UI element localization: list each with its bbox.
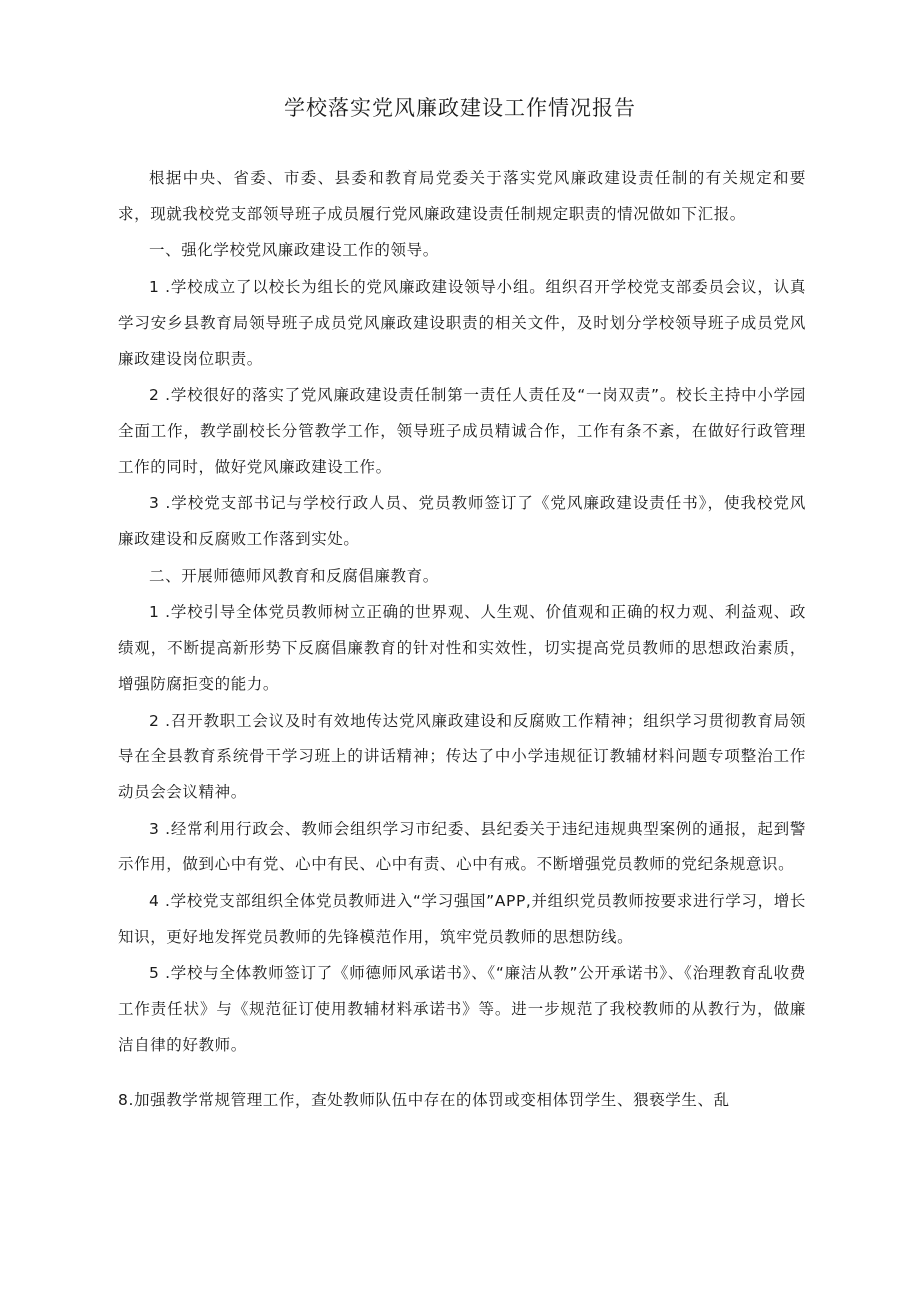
section-2-item-8: 8.加强教学常规管理工作，查处教师队伍中存在的体罚或变相体罚学生、猥亵学生、乱 <box>118 1090 730 1109</box>
intro-paragraph: 根据中央、省委、市委、县委和教育局党委关于落实党风廉政建设责任制的有关规定和要求，现就我校党支部领导班子成员履行党风廉政建设责任制规定职责的情况做如下汇报。 <box>118 169 806 223</box>
section-2-item-5: 5 .学校与全体教师签订了《师德师风承诺书》、《“廉洁从教”公开承诺书》、《治理教育乱收费工作责任状》与《规范征订使用教辅材料承诺书》等。进一步规范了我校教师的从教行为，做廉洁自律的好教师。 <box>118 964 806 1054</box>
section-1-item-2: 2 .学校很好的落实了党风廉政建设责任制第一责任人责任及“一岗双责”。校长主持中小学园全面工作，教学副校长分管教学工作，领导班子成员精诚合作，工作有条不紊，在做好行政管理工作的同时，做好党风廉政建设工作。 <box>118 386 806 476</box>
section-1-item-1: 1 .学校成立了以校长为组长的党风廉政建设领导小组。组织召开学校党支部委员会议，认真学习安乡县教育局领导班子成员党风廉政建设职责的相关文件，及时划分学校领导班子成员党风廉政建设岗位职责。 <box>118 278 806 368</box>
section-2-item-4: 4 .学校党支部组织全体党员教师进入“学习强国”APP,并组织党员教师按要求进行学习，增长知识，更好地发挥党员教师的先锋模范作用，筑牢党员教师的思想防线。 <box>118 892 806 946</box>
document-body <box>118 161 806 1119</box>
section-heading-2: 二、开展师德师风教育和反腐倡廉教育。 <box>149 566 439 585</box>
section-2-item-1: 1 .学校引导全体党员教师树立正确的世界观、人生观、价值观和正确的权力观、利益观、政绩观，不断提高新形势下反腐倡廉教育的针对性和实效性，切实提高党员教师的思想政治素质，增强防腐拒变的能力。 <box>118 603 806 693</box>
section-2-item-2: 2 .召开教职工会议及时有效地传达党风廉政建设和反腐败工作精神；组织学习贯彻教育局领导在全县教育系统骨干学习班上的讲话精神；传达了中小学违规征订教辅材料问题专项整治工作动员会会议精神。 <box>118 711 806 801</box>
section-2-item-3: 3 .经常利用行政会、教师会组织学习市纪委、县纪委关于违纪违规典型案例的通报，起到警示作用，做到心中有党、心中有民、心中有责、心中有戒。不断增强党员教师的党纪条规意识。 <box>118 819 806 874</box>
section-1-item-3: 3 .学校党支部书记与学校行政人员、党员教师签订了《党风廉政建设责任书》，使我校党风廉政建设和反腐败工作落到实处。 <box>118 494 806 549</box>
section-heading-1: 一、强化学校党风廉政建设工作的领导。 <box>149 241 439 260</box>
document-title: 学校落实党风廉政建设工作情况报告 <box>284 96 636 120</box>
